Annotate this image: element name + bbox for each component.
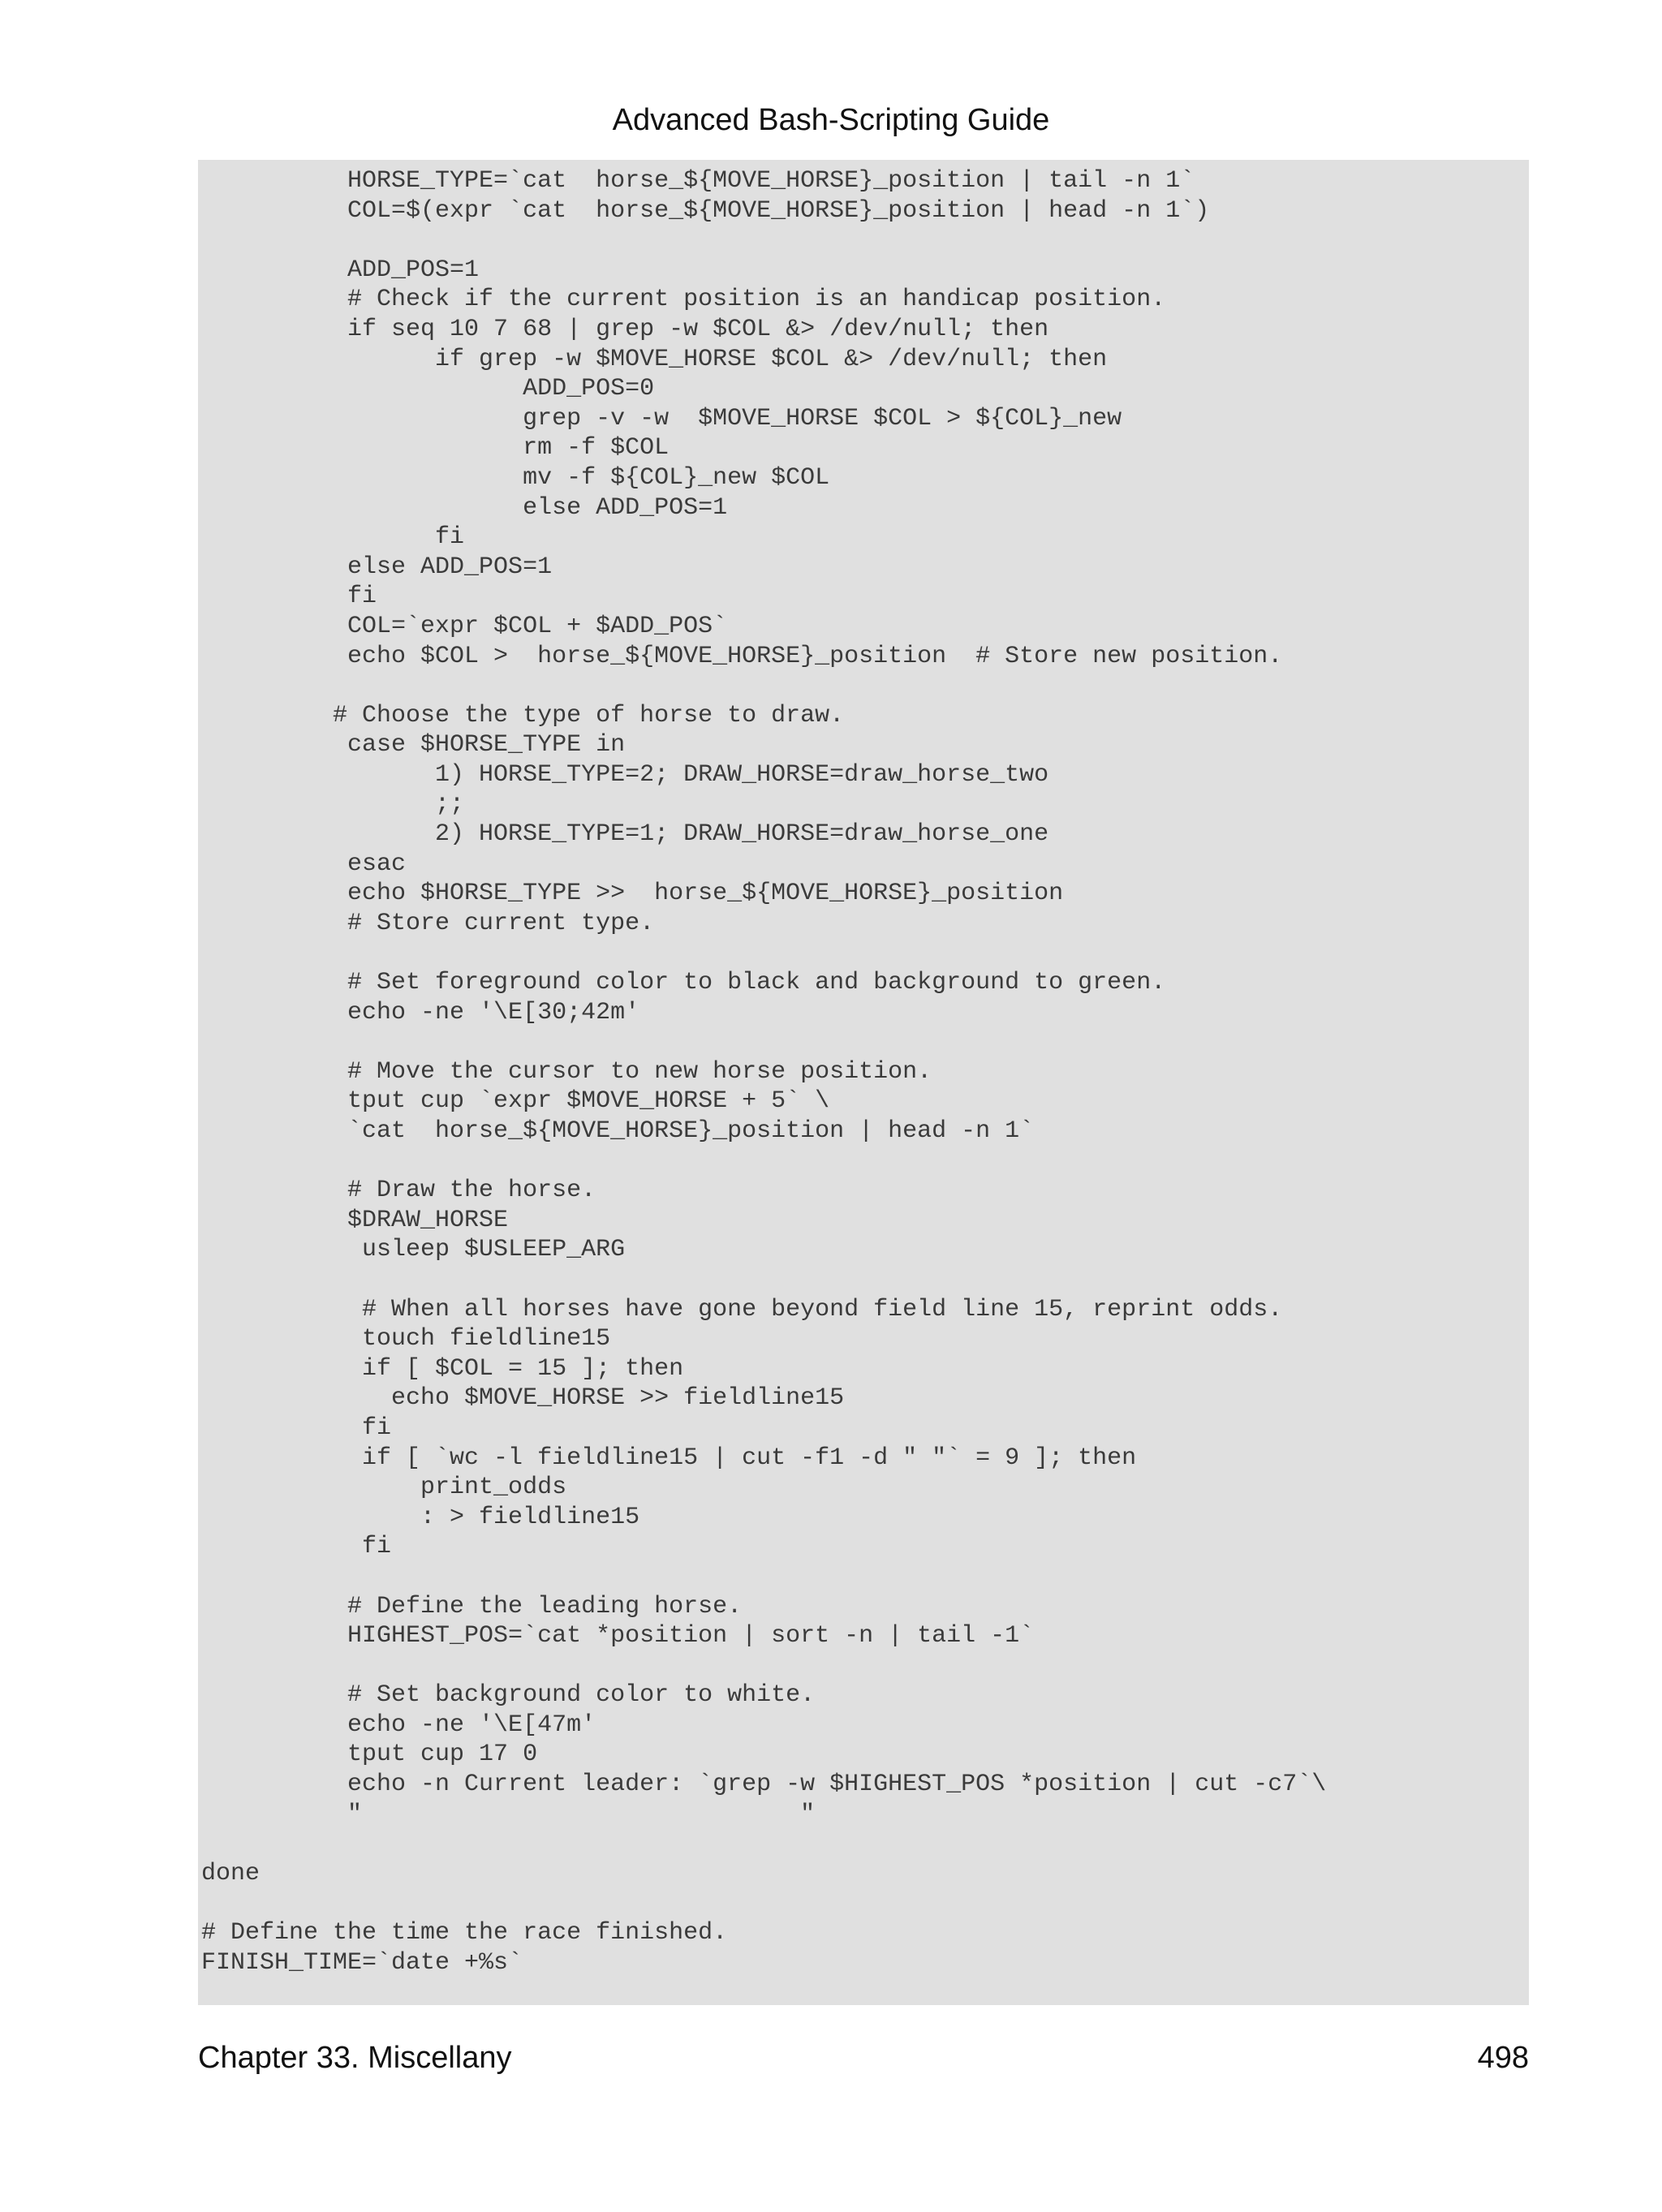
code-line: 1) HORSE_TYPE=2; DRAW_HORSE=draw_horse_two xyxy=(201,760,1049,789)
code-line: usleep $USLEEP_ARG xyxy=(201,1236,626,1264)
code-line: rm -f $COL xyxy=(201,434,670,463)
code-line: echo -ne '\E[47m' xyxy=(201,1711,596,1739)
code-line: $DRAW_HORSE xyxy=(201,1206,509,1234)
code-line: fi xyxy=(201,1414,392,1442)
code-line: fi xyxy=(201,523,465,552)
code-line xyxy=(201,1651,1326,1681)
page-header-title: Advanced Bash-Scripting Guide xyxy=(612,103,1050,137)
code-line: HORSE_TYPE=`cat horse_${MOVE_HORSE}_position | tail -n 1` xyxy=(201,167,1195,195)
code-line: # Store current type. xyxy=(201,909,655,937)
code-line xyxy=(201,1829,1326,1859)
code-line: # Set background color to white. xyxy=(201,1681,816,1710)
code-line: echo -n Current leader: `grep -w $HIGHEST_POS *position | cut -c7`\ xyxy=(201,1771,1327,1799)
code-line: 2) HORSE_TYPE=1; DRAW_HORSE=draw_horse_one xyxy=(201,820,1049,849)
code-line: touch fieldline15 xyxy=(201,1325,611,1353)
code-line: ADD_POS=1 xyxy=(201,256,480,284)
code-line: echo $MOVE_HORSE >> fieldline15 xyxy=(201,1384,845,1413)
code-line: # Check if the current position is an handicap position. xyxy=(201,286,1166,314)
code-line: if [ `wc -l fieldline15 | cut -f1 -d " "` = 9 ]; then xyxy=(201,1444,1137,1472)
code-line: # Define the leading horse. xyxy=(201,1592,743,1620)
page-footer xyxy=(198,2033,1529,2082)
code-line xyxy=(201,671,1326,701)
code-line: echo -ne '\E[30;42m' xyxy=(201,998,640,1026)
code-line xyxy=(201,1027,1326,1057)
code-line: COL=$(expr `cat horse_${MOVE_HORSE}_position | head -n 1`) xyxy=(201,196,1210,225)
code-line: esac xyxy=(201,850,407,878)
code-line: else ADD_POS=1 xyxy=(201,493,728,522)
code-line: " " xyxy=(201,1800,816,1828)
code-line xyxy=(201,1147,1326,1177)
code-line: # Define the time the race finished. xyxy=(201,1919,728,1947)
code-line: if grep -w $MOVE_HORSE $COL &> /dev/null; then xyxy=(201,345,1108,373)
code-line: tput cup 17 0 xyxy=(201,1741,538,1769)
code-line: done xyxy=(201,1859,260,1887)
code-line: fi xyxy=(201,1533,392,1561)
code-line xyxy=(201,1562,1326,1592)
code-line: else ADD_POS=1 xyxy=(201,553,553,581)
code-line: HIGHEST_POS=`cat *position | sort -n | tail -1` xyxy=(201,1622,1035,1650)
code-line: if [ $COL = 15 ]; then xyxy=(201,1354,684,1383)
code-line: if seq 10 7 68 | grep -w $COL &> /dev/null; then xyxy=(201,315,1049,343)
code-line: # Choose the type of horse to draw. xyxy=(201,701,845,729)
code-line: # Set foreground color to black and background to green. xyxy=(201,969,1166,997)
code-line: FINISH_TIME=`date +%s` xyxy=(201,1948,523,1977)
footer-page-number: 498 xyxy=(1477,2041,1529,2075)
code-line xyxy=(201,1888,1326,1918)
code-line xyxy=(201,938,1326,968)
code-line: print_odds xyxy=(201,1474,567,1502)
footer-chapter-title: Chapter 33. Miscellany xyxy=(198,2041,512,2075)
code-line: echo $COL > horse_${MOVE_HORSE}_position # Store new position. xyxy=(201,642,1283,670)
code-line: # Draw the horse. xyxy=(201,1177,596,1205)
code-line: tput cup `expr $MOVE_HORSE + 5` \ xyxy=(201,1087,830,1116)
code-line: ;; xyxy=(201,790,465,819)
code-line: mv -f ${COL}_new $COL xyxy=(201,463,830,492)
code-line: COL=`expr $COL + $ADD_POS` xyxy=(201,612,728,640)
code-line xyxy=(201,226,1326,256)
code-lines xyxy=(201,166,1326,1977)
code-line xyxy=(201,1265,1326,1295)
code-listing xyxy=(198,160,1529,2005)
code-line: echo $HORSE_TYPE >> horse_${MOVE_HORSE}_position xyxy=(201,880,1064,908)
code-line: `cat horse_${MOVE_HORSE}_position | head -n 1` xyxy=(201,1117,1035,1145)
code-line: # Move the cursor to new horse position. xyxy=(201,1057,932,1086)
code-line: grep -v -w $MOVE_HORSE $COL > ${COL}_new xyxy=(201,404,1122,433)
code-line: : > fieldline15 xyxy=(201,1503,640,1531)
code-line: ADD_POS=0 xyxy=(201,375,655,403)
code-line: fi xyxy=(201,583,377,611)
code-line: # When all horses have gone beyond field line 15, reprint odds. xyxy=(201,1295,1283,1323)
code-line: case $HORSE_TYPE in xyxy=(201,731,626,760)
